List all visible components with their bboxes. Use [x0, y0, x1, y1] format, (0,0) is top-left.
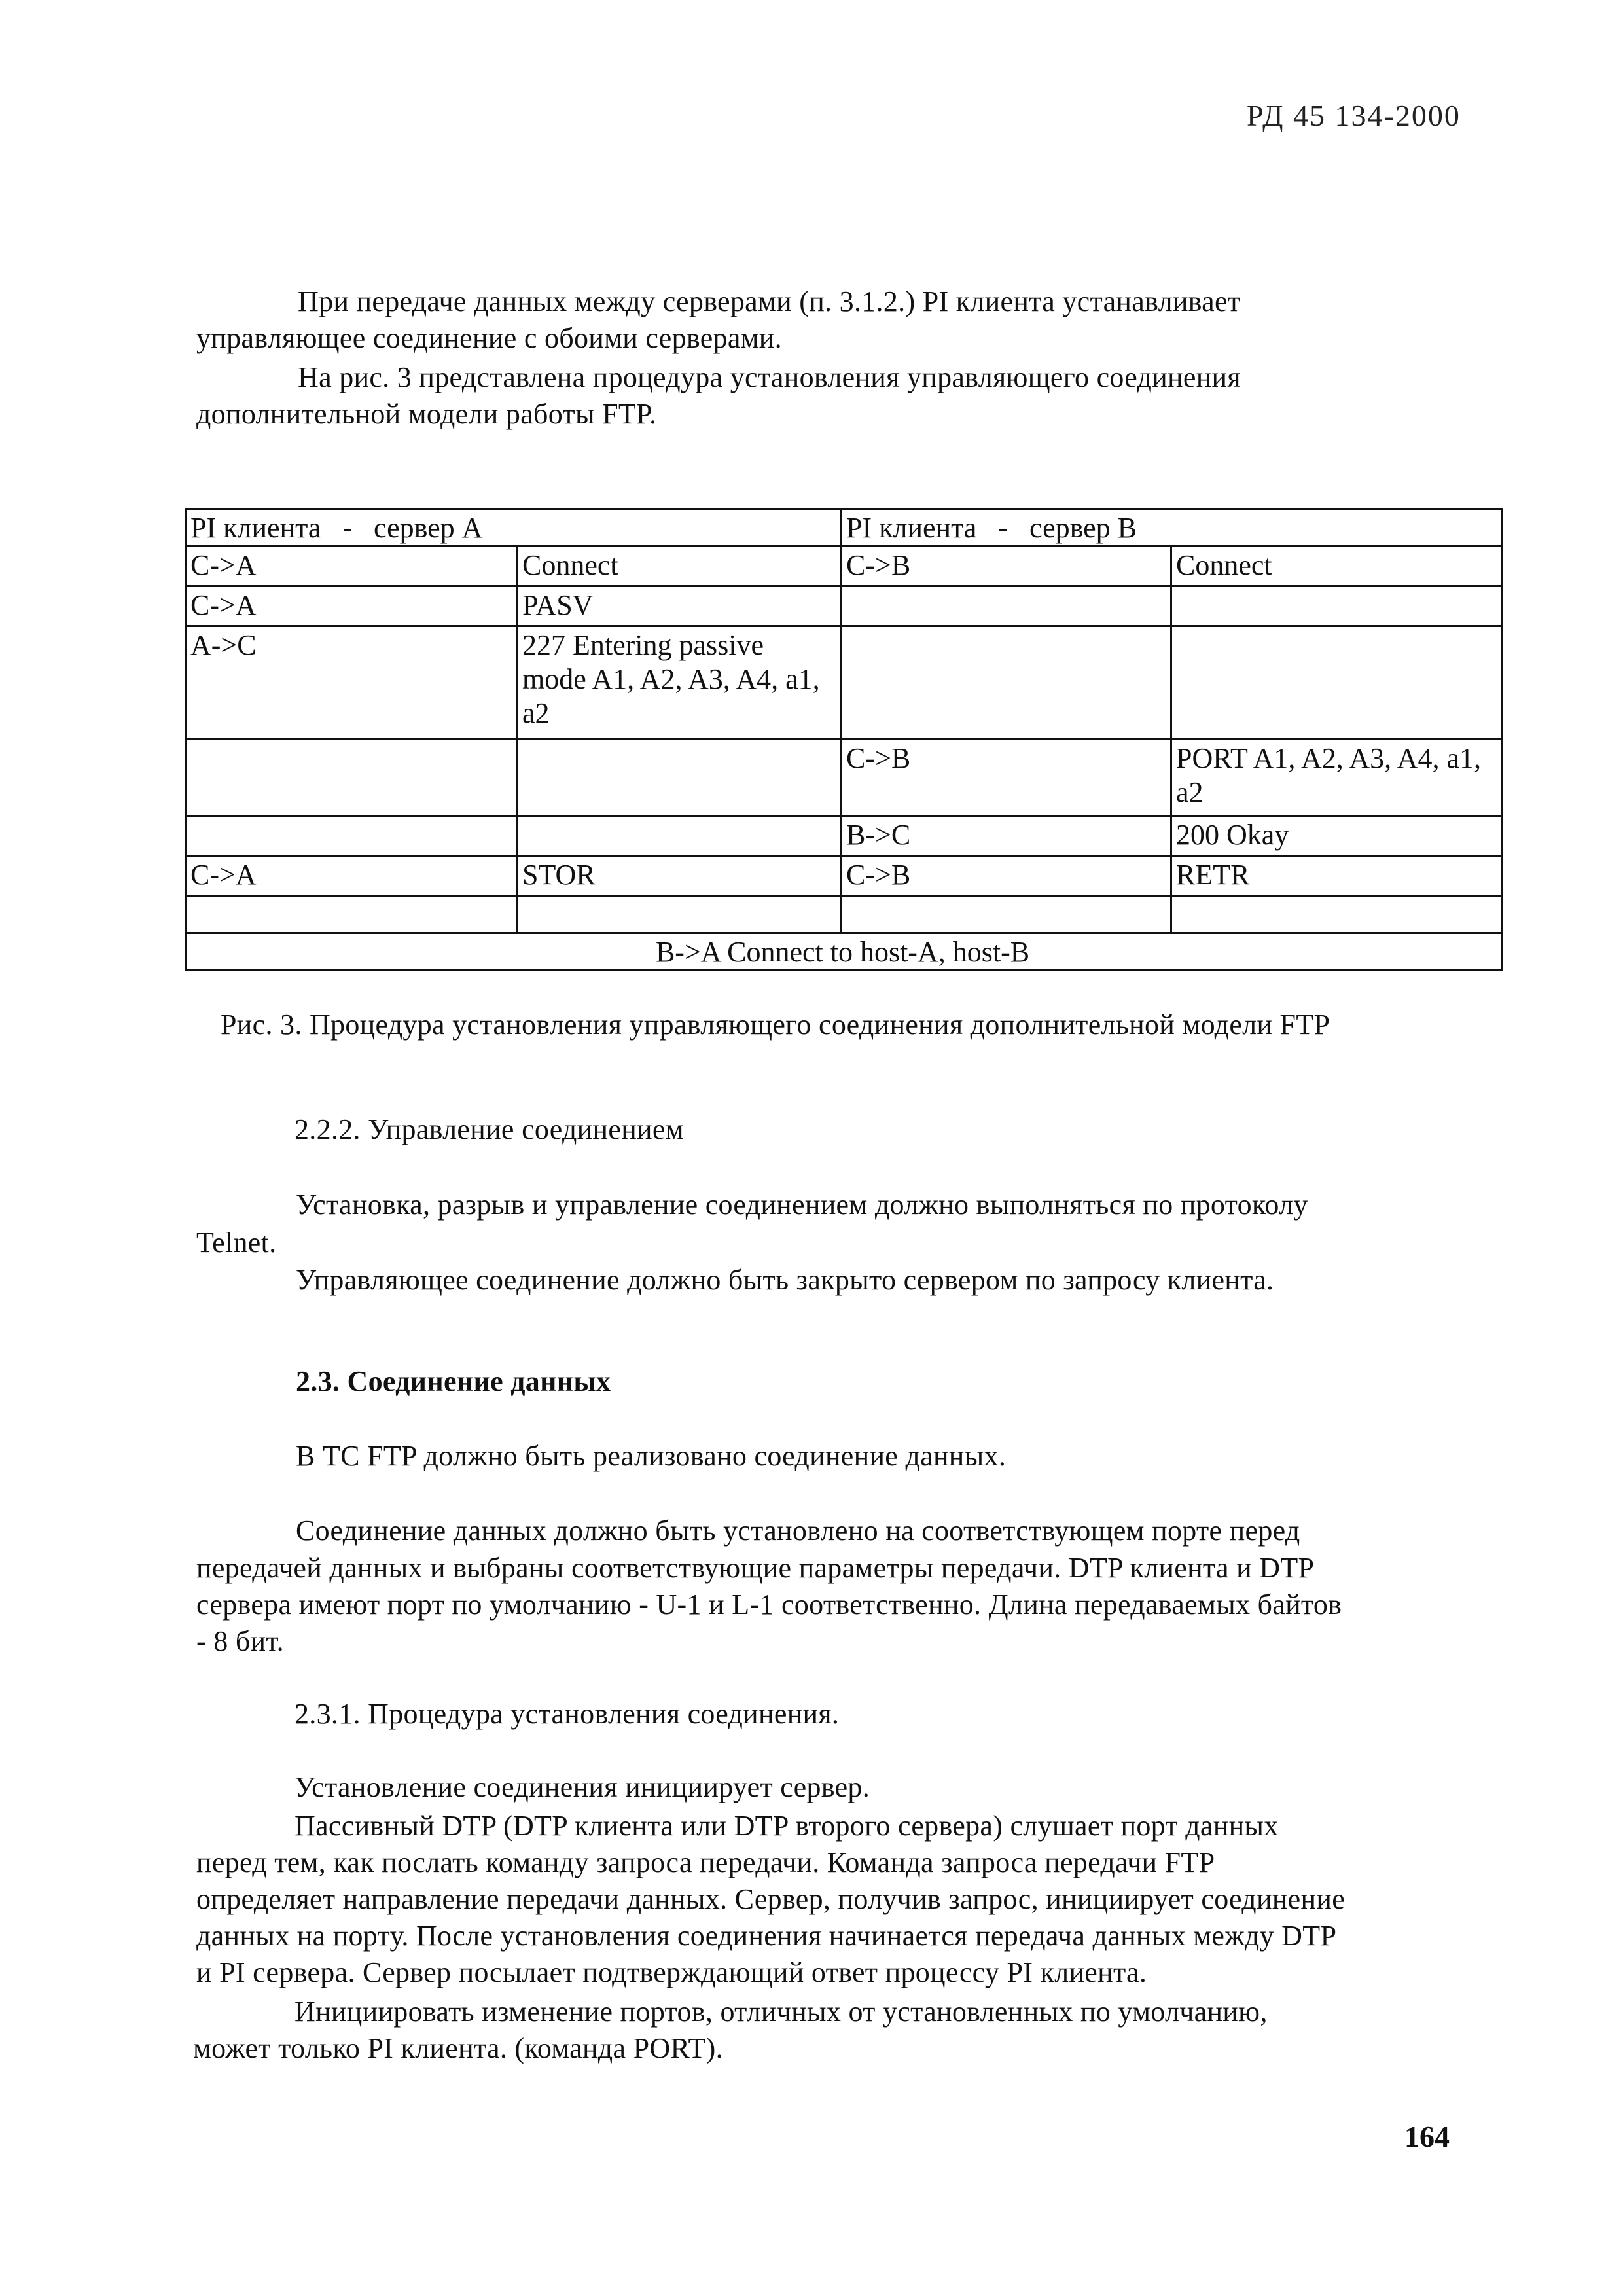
- table-cell: [842, 586, 1171, 626]
- section-231-p2-line2: перед тем, как послать команду запроса передачи. Команда запроса передачи FTP: [196, 1846, 1215, 1878]
- table-cell: 227 Entering passive mode A1, A2, A3, A4, a1, a2: [518, 626, 842, 740]
- table-cell: C->A: [186, 856, 518, 896]
- table-cell: [186, 816, 518, 856]
- section-231-heading: 2.3.1. Процедура установления соединения.: [294, 1698, 840, 1730]
- table-footer-row: [186, 933, 1503, 971]
- section-23-heading: 2.3. Соединение данных: [296, 1365, 611, 1397]
- table-cell: PORT A1, A2, A3, A4, a1, a2: [1171, 740, 1503, 816]
- table-row: [186, 816, 1503, 856]
- section-222-p1-line2: Telnet.: [196, 1227, 277, 1259]
- table-cell: C->A: [186, 586, 518, 626]
- intro-p2-line2: дополнительной модели работы FTP.: [196, 398, 657, 430]
- section-222-heading: 2.2.2. Управление соединением: [294, 1113, 684, 1145]
- table-row: [186, 626, 1503, 740]
- section-222-p2: Управляющее соединение должно быть закрыто сервером по запросу клиента.: [296, 1264, 1274, 1296]
- table-cell: [842, 896, 1171, 933]
- table-cell: [1171, 896, 1503, 933]
- table-cell: 200 Okay: [1171, 816, 1503, 856]
- table-cell: [186, 740, 518, 816]
- table-cell: A->C: [186, 626, 518, 740]
- figure-caption: Рис. 3. Процедура установления управляющего соединения дополнительной модели FTP: [221, 1009, 1330, 1041]
- section-231-p2-line1: Пассивный DTP (DTP клиента или DTP второго сервера) слушает порт данных: [294, 1810, 1279, 1842]
- table-cell: [1171, 586, 1503, 626]
- section-222-p1-line1: Установка, разрыв и управление соединением должно выполняться по протоколу: [296, 1189, 1308, 1221]
- table-row: [186, 856, 1503, 896]
- section-231-p3-line1: Инициировать изменение портов, отличных от установленных по умолчанию,: [294, 1996, 1268, 2028]
- ftp-procedure-table: [185, 508, 1503, 971]
- table-cell: [518, 896, 842, 933]
- table-cell: [518, 816, 842, 856]
- table-cell: [186, 896, 518, 933]
- table-header-row: [186, 509, 1503, 547]
- table-header-server-a: PI клиента - сервер А: [186, 509, 842, 547]
- page-number: 164: [1404, 2120, 1450, 2153]
- section-23-p1-line3: сервера имеют порт по умолчанию - U-1 и L-1 соответственно. Длина передаваемых байтов: [196, 1588, 1342, 1621]
- table-cell: C->B: [842, 856, 1171, 896]
- intro-p1-line2: управляющее соединение с обоими серверами.: [196, 322, 782, 354]
- table-row: [186, 586, 1503, 626]
- section-231-p2-line3: определяет направление передачи данных. Сервер, получив запрос, инициирует соединение: [196, 1883, 1346, 1915]
- table-cell: C->A: [186, 547, 518, 586]
- section-231-p3-line2: может только PI клиента. (команда PORT).: [193, 2032, 723, 2064]
- table-cell: B->C: [842, 816, 1171, 856]
- section-23-p1-line2: передачей данных и выбраны соответствующие параметры передачи. DTP клиента и DTP: [196, 1552, 1315, 1584]
- section-23-p1-line4: - 8 бит.: [196, 1625, 284, 1657]
- table-cell: [842, 626, 1171, 740]
- table-cell: STOR: [518, 856, 842, 896]
- table-cell: Connect: [518, 547, 842, 586]
- table-row: [186, 740, 1503, 816]
- section-23-lead: В ТС FTP должно быть реализовано соединение данных.: [296, 1440, 1007, 1472]
- table-cell: [518, 740, 842, 816]
- table-cell: PASV: [518, 586, 842, 626]
- document-code: РД 45 134-2000: [1247, 99, 1461, 132]
- section-23-p1-line1: Соединение данных должно быть установлено на соответствующем порте перед: [296, 1515, 1300, 1547]
- table-row: [186, 896, 1503, 933]
- section-231-p2-line4: данных на порту. После установления соединения начинается передача данных между DTP: [196, 1920, 1337, 1952]
- table-cell: RETR: [1171, 856, 1503, 896]
- section-231-p1: Установление соединения инициирует сервер.: [294, 1771, 870, 1803]
- table-footer-cell: B->A Connect to host-A, host-B: [186, 933, 1503, 971]
- table-header-server-b: PI клиента - сервер В: [842, 509, 1503, 547]
- intro-p1-line1: При передаче данных между серверами (п. 3.1.2.) PI клиента устанавливает: [298, 285, 1241, 317]
- table-cell: [1171, 626, 1503, 740]
- table-cell: C->B: [842, 740, 1171, 816]
- section-231-p2-line5: и PI сервера. Сервер посылает подтверждающий ответ процессу PI клиента.: [196, 1956, 1147, 1988]
- table-cell: C->B: [842, 547, 1171, 586]
- intro-p2-line1: На рис. 3 представлена процедура установления управляющего соединения: [298, 361, 1241, 393]
- table-cell: Connect: [1171, 547, 1503, 586]
- table-row: [186, 547, 1503, 586]
